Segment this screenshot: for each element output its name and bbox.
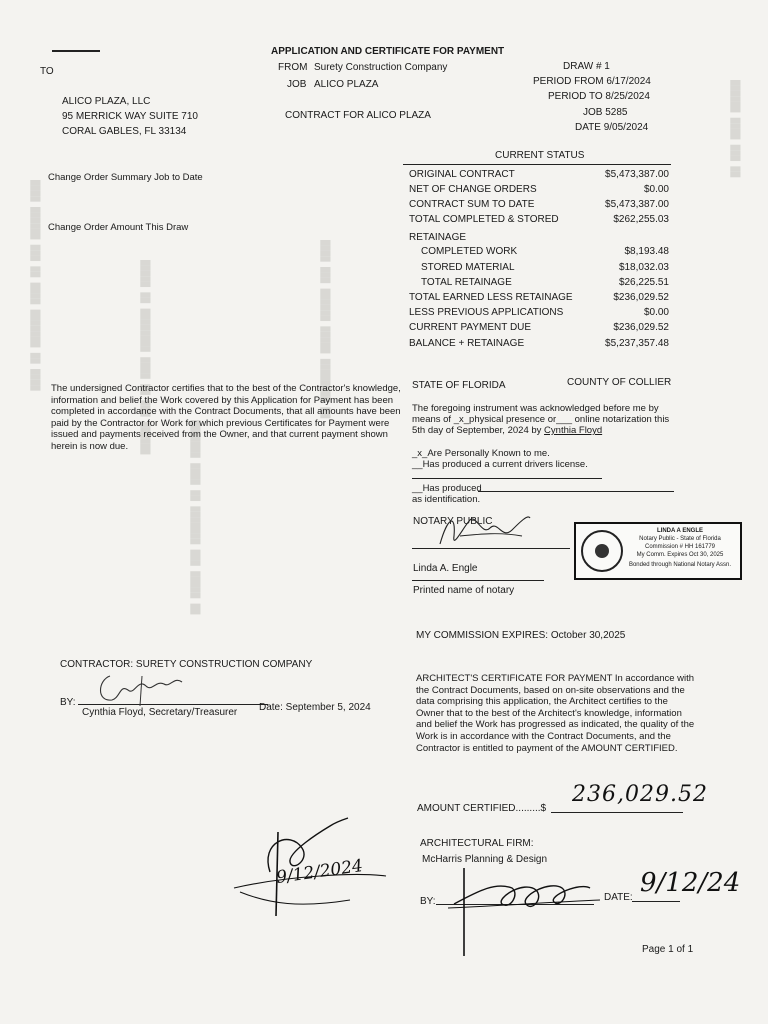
contract-for: CONTRACT FOR ALICO PLAZA bbox=[285, 110, 431, 121]
bleed-through-ghost: █████ ██ ████████ ████ ██ ███ ██████ bbox=[140, 260, 150, 455]
status-row-original-contract: ORIGINAL CONTRACT $5,473,387.00 bbox=[409, 169, 669, 180]
identification-label: as identification. bbox=[412, 494, 481, 505]
notary-seal-icon bbox=[581, 530, 623, 572]
license-check: __Has produced a current drivers license. bbox=[412, 459, 588, 470]
period-to: PERIOD TO 8/25/2024 bbox=[548, 91, 650, 102]
state-label: STATE OF FLORIDA bbox=[412, 380, 506, 391]
owner-signature-date: 9/12/2024 bbox=[275, 856, 365, 888]
printed-name-rule bbox=[412, 580, 544, 581]
status-row-total-retainage: TOTAL RETAINAGE $26,225.51 bbox=[421, 277, 669, 288]
contractor-label: CONTRACTOR: SURETY CONSTRUCTION COMPANY bbox=[60, 659, 313, 670]
notary-stamp: LINDA A ENGLE Notary Public - State of Florida Commission # HH 161779 My Comm. Expires Oct 30, 2025 Bonded through National Notary Assn. bbox=[574, 522, 742, 580]
architectural-firm-label: ARCHITECTURAL FIRM: bbox=[420, 838, 534, 849]
commission-expires: MY COMMISSION EXPIRES: October 30,2025 bbox=[416, 630, 626, 641]
id-rule bbox=[412, 478, 602, 479]
notary-name: Linda A. Engle bbox=[413, 563, 478, 574]
architect-date-handwritten: 9/12/24 bbox=[640, 868, 741, 898]
status-row-current-payment: CURRENT PAYMENT DUE $236,029.52 bbox=[409, 322, 669, 333]
from-label: FROM bbox=[278, 62, 308, 73]
known-check: _x_Are Personally Known to me. bbox=[412, 448, 550, 459]
ack-line-3: 5th day of September, 2024 by Cynthia Floyd bbox=[412, 425, 603, 436]
job-number: JOB 5285 bbox=[583, 107, 628, 118]
architectural-firm-name: McHarris Planning & Design bbox=[422, 854, 548, 865]
contractor-by-label: BY: bbox=[60, 697, 76, 708]
architect-date-label: DATE: bbox=[604, 892, 633, 903]
produced-check: __Has produced bbox=[412, 483, 482, 494]
amount-certified-rule bbox=[551, 812, 683, 813]
produced-rule bbox=[478, 491, 674, 492]
status-row-total-earned: TOTAL EARNED LESS RETAINAGE $236,029.52 bbox=[409, 292, 669, 303]
amount-certified-handwritten: 236,029.52 bbox=[572, 782, 708, 807]
architect-by-label: BY: bbox=[420, 896, 436, 907]
status-row-completed-work: COMPLETED WORK $8,193.48 bbox=[421, 246, 669, 257]
from-value: Surety Construction Company bbox=[314, 62, 448, 73]
change-order-amount: Change Order Amount This Draw bbox=[48, 222, 189, 233]
printed-name-label: Printed name of notary bbox=[413, 585, 515, 596]
status-row-net-change-orders: NET OF CHANGE ORDERS $0.00 bbox=[409, 184, 669, 195]
bleed-through-ghost: ██████ ████ ███ ██ bbox=[730, 80, 740, 178]
notary-signature-rule bbox=[412, 548, 570, 549]
status-row-balance: BALANCE + RETAINAGE $5,237,357.48 bbox=[409, 338, 669, 349]
document-date: DATE 9/05/2024 bbox=[575, 122, 649, 133]
owner-name: ALICO PLAZA, LLC bbox=[62, 96, 151, 107]
status-row-contract-sum: CONTRACT SUM TO DATE $5,473,387.00 bbox=[409, 199, 669, 210]
current-status-heading: CURRENT STATUS bbox=[495, 150, 585, 161]
top-rule bbox=[52, 50, 100, 52]
county-label: COUNTY OF COLLIER bbox=[567, 377, 672, 388]
contractor-certification: The undersigned Contractor certifies that to the best of the Contractor's knowledge, information and belief the Work covered by this Application for Payment has been completed in accordance with the Contract Documents, that all amounts have been paid by the Contractor for Work for which previous Certificates for Payment were issued and payments received from the Owner, and that current payment shown herein is now due. bbox=[51, 383, 401, 452]
notary-signature bbox=[430, 506, 540, 554]
acknowledged-person: Cynthia Floyd bbox=[544, 425, 603, 436]
status-row-total-completed: TOTAL COMPLETED & STORED $262,255.03 bbox=[409, 214, 669, 225]
page-number: Page 1 of 1 bbox=[642, 944, 694, 955]
contractor-signer: Cynthia Floyd, Secretary/Treasurer bbox=[82, 707, 238, 718]
period-from: PERIOD FROM 6/17/2024 bbox=[533, 76, 651, 87]
status-row-previous-applications: LESS PREVIOUS APPLICATIONS $0.00 bbox=[409, 307, 669, 318]
status-row-retainage: RETAINAGE bbox=[409, 232, 467, 243]
notary-public-label: NOTARY PUBLIC bbox=[413, 516, 493, 527]
bleed-through-ghost: ████ ██████ ███ ██ ████ ███████ ██ ████ bbox=[30, 180, 40, 391]
architect-signature bbox=[440, 860, 610, 960]
to-label: TO bbox=[40, 66, 54, 77]
bleed-through-ghost: ████ ███ ██████ █████ ████████ ██ bbox=[320, 240, 330, 419]
job-value: ALICO PLAZA bbox=[314, 79, 379, 90]
ack-line-1: The foregoing instrument was acknowledged before me by bbox=[412, 403, 659, 414]
status-row-stored-material: STORED MATERIAL $18,032.03 bbox=[421, 262, 669, 273]
document-title: APPLICATION AND CERTIFICATE FOR PAYMENT bbox=[271, 46, 505, 57]
job-label: JOB bbox=[287, 79, 307, 90]
ack-line-2: means of _x_physical presence or___ online notarization this bbox=[412, 414, 670, 425]
owner-city: CORAL GABLES, FL 33134 bbox=[62, 126, 187, 137]
contractor-signature bbox=[90, 668, 200, 712]
architect-certificate: ARCHITECT'S CERTIFICATE FOR PAYMENT In accordance with the Contract Documents, based on on-site observations and the data comprising this application, the Architect certifies to the Owner that to the best of the Architect's knowledge, information and belief the Work has progressed as indicated, the quality of the Work is in accordance with the Contract Documents, and the Contractor is entitled to payment of the AMOUNT CERTIFIED. bbox=[416, 673, 695, 754]
contractor-date: Date: September 5, 2024 bbox=[259, 702, 371, 713]
change-order-summary: Change Order Summary Job to Date bbox=[48, 172, 203, 183]
draw-number: DRAW # 1 bbox=[563, 61, 610, 72]
architect-date-rule bbox=[632, 901, 680, 902]
amount-certified-label: AMOUNT CERTIFIED.........$ bbox=[417, 803, 547, 814]
owner-address: 95 MERRICK WAY SUITE 710 bbox=[62, 111, 198, 122]
status-rule bbox=[403, 164, 671, 165]
bleed-through-ghost: ███████ ████ ██ ███████ ███ █████ ██ bbox=[190, 420, 200, 615]
